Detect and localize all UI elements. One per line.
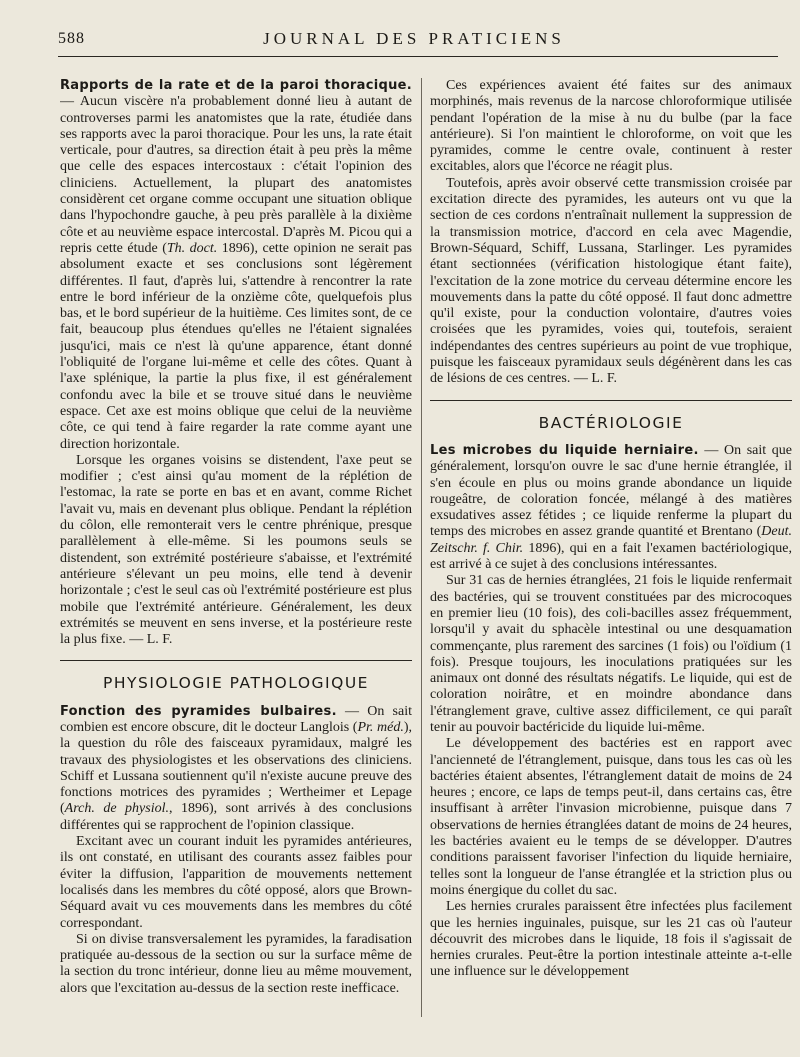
article-title-spleen: Rapports de la rate et de la paroi thoracique. [60,78,412,93]
article-title-microbes: Les microbes du liquide herniaire. [430,442,699,458]
section-rule [60,660,412,661]
running-title: JOURNAL DES PRATICIENS [263,29,565,48]
citation: Deut. Zeitschr. f. Chir. [430,524,792,556]
article-title-pyramides: Fonction des pyramides bulbaires. [60,703,337,719]
article-microbes-p4: Les hernies crurales paraissent être infectées plus facilement que les hernies inguinales, puisque, sur les 21 cas où l'auteur découvrit des microbes dans le liquide, 18 fois il s'agissait de hernies crurales. Peut-être la portion intestinale atteinte a-t-elle une influence sur le développement [430,899,792,980]
section-heading-bacteriologie: BACTÉRIOLOGIE [538,413,684,432]
article-pyramides-p2: Excitant avec un courant induit les pyramides antérieures, ils ont constaté, en utilisant des courants assez faibles pour éviter la diffusion, l'apparition de mouvements nettement localisés dans les membres du côté opposé, alors que Brown-Séquard avait vu ces mouvements dans les membres du côté correspondant. [60,834,412,931]
article-pyramides-p4: Ces expériences avaient été faites sur des animaux morphinés, mais revenus de la narcose chloroformique utilisée pendant l'opération de la mise à nu du bulbe (par la face antérieure). Si l'on maintient le chloroforme, on voit que les pyramides, comme le centre ovale, continuent à rester excitables, alors que l'écorce ne réagit plus. [430,78,792,175]
article-pyramides-p3: Si on divise transversalement les pyramides, la faradisation pratiquée au-dessous de la section ou sur la surface même de la section du tronc intérieur, donne lieu au même mouvement, alors que l'excitation au-dessus de la section reste inefficace. [60,931,412,996]
article-microbes-p2: Sur 31 cas de hernies étranglées, 21 fois le liquide renfermait des bactéries, qui se trouvent constituées par des microcoques en premier lieu (10 fois), des coli-bacilles assez fréquemment, lorsqu'il y avait du sphacèle intestinal ou une desquamation commençante, plus rarement des sarcines (1 fois) ou l'oïdium (1 fois). Presque toujours, les inoculations pratiquées sur les animaux ont donné des résultats négatifs. Le liquide, qui est de coloration noirâtre, et en moindre abondance dans l'étranglement grave, cultive assez difficilement, ce qui paraît tenir au pouvoir bactéricide du liquide lui-même. [430,573,792,735]
article-pyramides-p5: Toutefois, après avoir observé cette transmission croisée par excitation directe des pyramides, les auteurs ont vu que la section de ces cordons n'entraînait nullement la suppression de la transmission motrice, d'accord en cela avec Magendie, Brown-Séquard, Schiff, Lussana, Starlinger. Les pyramides étant sectionnées (vérification histologique étant faite), l'excitation de la zone motrice du cerveau détermine encore les mouvements dans la patte du côté opposé. Il faut donc admettre qu'il existe, pour la conduction volontaire, d'autres voies croisées que les pyramides, voies qui, toutefois, seraient indépendantes des centres supérieurs au point de vue trophique, puisque les faisceaux pyramidaux seuls dégénèrent dans les cas de lésions de ces centres. — L. F. [430,175,792,387]
citation: Th. doct. [166,240,218,256]
right-column [430,78,792,1017]
citation: Pr. méd. [357,719,404,735]
page-number: 588 [58,30,85,47]
section-rule [430,400,792,401]
column-rule [421,78,422,1017]
left-column [60,78,412,1017]
article-spleen-p2: Lorsque les organes voisins se distendent, l'axe peut se modifier ; c'est ainsi qu'au moment de la réplétion de l'estomac, la rate se porte en bas et en avant, comme Richet l'avait vu, mais en devenant plus oblique. Pendant la réplétion du côlon, elle remonterait vers le centre phrénique, presque parallèlement à elle-même. Si les poumons seuls se distendent, son extrémité postérieure s'abaisse, et l'extrémité antérieure s'élevant un peu moins, elle tend à devenir horizontale ; c'est le seul cas où l'extrémité postérieure est plus mobile que l'extrémité antérieure. Généralement, les deux extrémités se meuvent en sens inverse, et la postérieure reste la plus fixe. — L. F. [60,452,412,648]
article-microbes-p3: Le développement des bactéries est en rapport avec l'ancienneté de l'étranglement, puisque, dans tous les cas où les bactéries étaient absentes, l'étranglement datait de moins de 24 heures ; encore, ce laps de temps peut-il, dans certains cas, être insuffisant à arrêter l'invasion microbienne, puisque dans 7 observations de hernies étranglées datant de moins de 24 heures, les bactéries avaient eu le temps de se développer. D'autres conditions paraissent favoriser l'infection du liquide herniaire, telles sont la longueur de l'anse étranglée et la striction plus ou moins énergique du collet du sac. [430,736,792,898]
article-spleen-p1: Rapports de la rate et de la paroi thoracique. — Aucun viscère n'a probablement donné lieu à autant de controverses parmi les anatomistes que la rate, étudiée dans ses rapports avec la paroi thoracique. Pour les uns, la rate était verticale, pour d'autres, sa direction était à peu près la même que celle des espaces intercostaux : c'était l'opinion des cliniciens. Actuellement, la plupart des anatomistes considèrent cet organe comme occupant une situation oblique dans l'hypochondre gauche, à peu près parallèle à la dixième côte et au neuvième espace intercostal. D'après M. Picou qui a repris cette étude (Th. doct. 1896), cette opinion ne serait pas absolument exacte et ses conclusions sont légèrement différentes. Il faut, d'après lui, s'attendre à rencontrer la rate entre le bord inférieur de la onzième côte, quelquefois plus bas, et le bord supérieur de la huitième. Ces limites sont, de ce fait, beaucoup plus étendues qu'elles ne l'étaient signalées jusqu'ici, mais ce n'est là qu'une apparence, étant donné l'obliquité de l'organe lui-même et celle des côtes. Quant à l'axe splénique, la partie la plus fixe, il est généralement confondu avec la bile et se trouve situé dans le neuvième espace. Cet axe est moins oblique que celui de la neuvième côte, ce qui tend à faire regarder la rate comme ayant une direction horizontale. [60,78,412,452]
article-pyramides-p1: Fonction des pyramides bulbaires. — On sait combien est encore obscure, dit le docteur Langlois (Pr. méd.), la question du rôle des faisceaux pyramidaux, malgré les travaux des physiologistes et les observations des cliniciens. Schiff et Lussana soutiennent qu'il n'existe aucune preuve des fonctions motrices des pyramides ; Wertheimer et Lepage (Arch. de physiol., 1896), sont arrivés à des conclusions différentes qui se rapprochent de l'opinion classique. [60,703,412,833]
citation: Arch. de physiol. [64,801,169,817]
article-microbes-p1: Les microbes du liquide herniaire. — On sait que généralement, lorsqu'on ouvre le sac d'une hernie étranglée, il s'en écoule en plus ou moins grande abondance un liquide rougeâtre, de coloration foncée, mélangé à des matières exsudatives assez fétides ; ce liquide renferme la plupart du temps des microbes en assez grande quantité et Brentano (Deut. Zeitschr. f. Chir. 1896), qui en a fait l'examen bactériologique, est arrivé à ce sujet à des conclusions intéressantes. [430,442,792,573]
header-rule [58,56,778,57]
page-header [58,26,770,52]
section-heading-physiologie: PHYSIOLOGIE PATHOLOGIQUE [103,674,369,693]
